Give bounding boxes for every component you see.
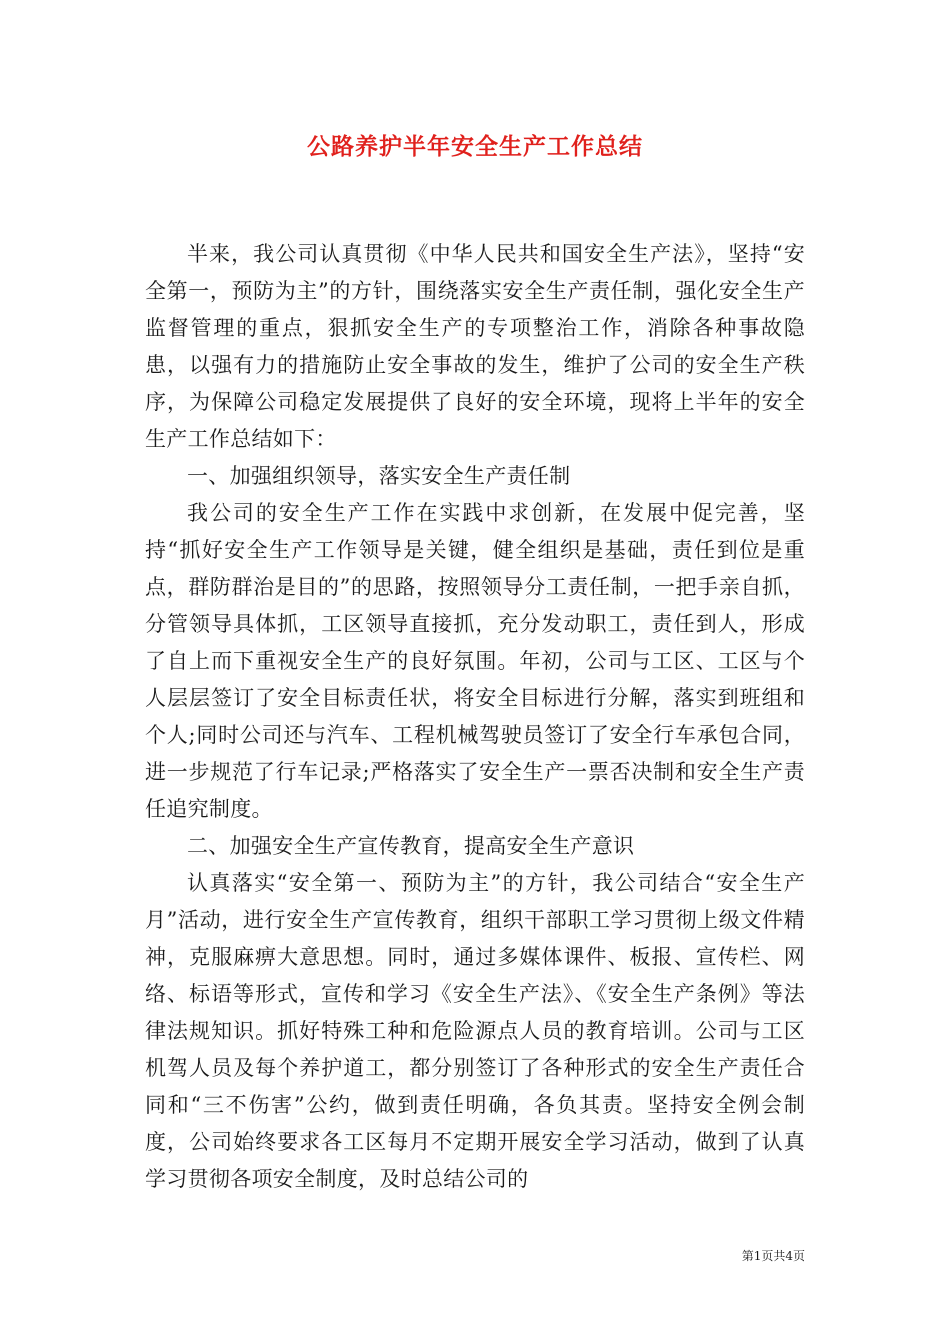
document-title: 公路养护半年安全生产工作总结: [307, 133, 643, 160]
section-2-paragraph: 认真落实“安全第一、预防为主”的方针，我公司结合“安全生产月”活动，进行安全生产宣传教育，组织干部职工学习贯彻上级文件精神，克服麻痹大意思想。同时，通过多媒体课件、板报、宣传栏、网络、标语等形式，宣传和学习《安全生产法》、《安全生产条例》等法律法规知识。抓好特殊工种和危险源点人员的教育培训。公司与工区机驾人员及每个养护道工，都分别签订了各种形式的安全生产责任合同和“三不伤害”公约，做到责任明确，各负其责。坚持安全例会制度，公司始终要求各工区每月不定期开展安全学习活动，做到了认真学习贯彻各项安全制度，及时总结公司的: [145, 871, 805, 1191]
section-1-paragraph: 我公司的安全生产工作在实践中求创新，在发展中促完善，坚持“抓好安全生产工作领导是关键，健全组织是基础，责任到位是重点，群防群治是目的”的思路，按照领导分工责任制，一把手亲自抓，分管领导具体抓，工区领导直接抓，充分发动职工，责任到人，形成了自上而下重视安全生产的良好氛围。年初，公司与工区、工区与个人层层签订了安全目标责任状，将安全目标进行分解，落实到班组和个人;同时公司还与汽车、工程机械驾驶员签订了安全行车承包合同，进一步规范了行车记录;严格落实了安全生产一票否决制和安全生产责任追究制度。: [145, 501, 805, 821]
intro-paragraph: 半来，我公司认真贯彻《中华人民共和国安全生产法》，坚持“安全第一，预防为主”的方针，围绕落实安全生产责任制，强化安全生产监督管理的重点，狠抓安全生产的专项整治工作，消除各种事故隐患，以强有力的措施防止安全事故的发生，维护了公司的安全生产秩序，为保障公司稳定发展提供了良好的安全环境，现将上半年的安全生产工作总结如下：: [145, 242, 805, 451]
document-body: [145, 236, 805, 1198]
section-heading-1: 一、加强组织领导，落实安全生产责任制: [187, 464, 571, 488]
section-heading-2: 二、加强安全生产宣传教育，提高安全生产意识: [187, 834, 635, 858]
page-number-footer: 第1页共4页: [741, 1249, 805, 1263]
